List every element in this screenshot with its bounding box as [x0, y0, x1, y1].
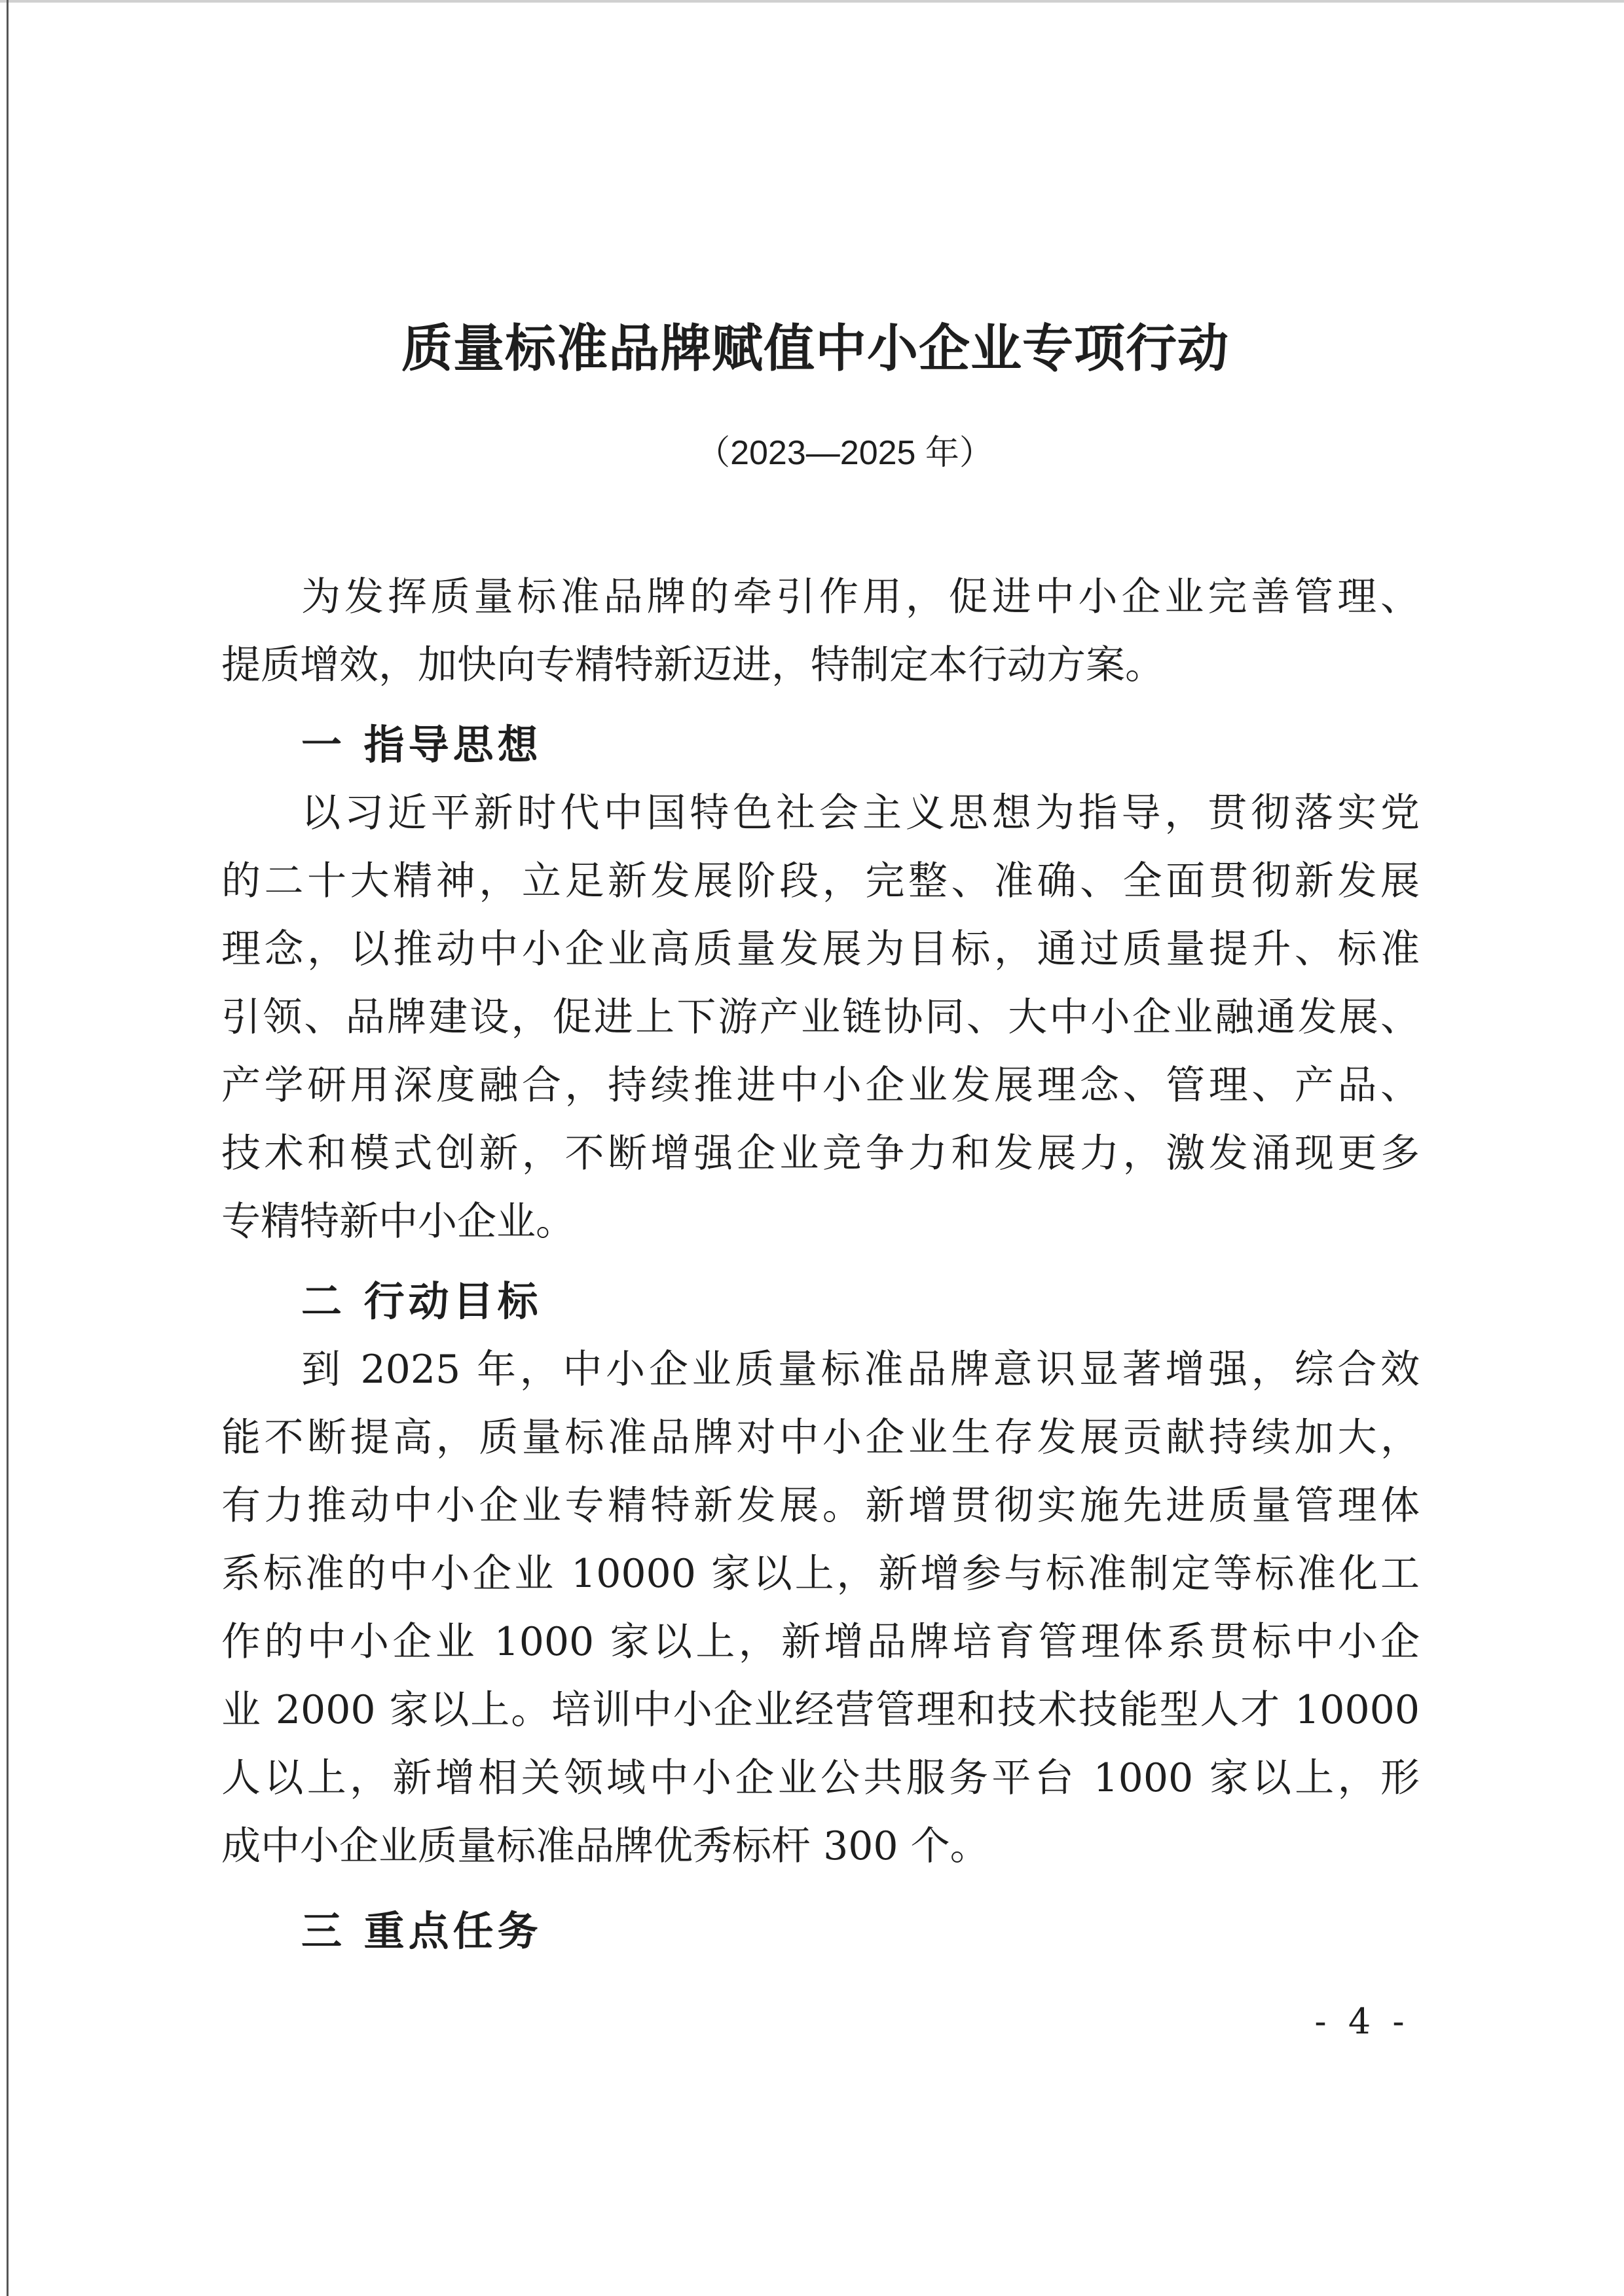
section2-line-5: 作的中小企业 1000 家以上，新增品牌培育管理体系贯标中小企 [221, 1619, 1420, 1665]
section2-line-8: 成中小企业质量标准品牌优秀标杆 300 个。 [221, 1823, 989, 1869]
document-subtitle: （2023—2025 年） [696, 434, 993, 472]
section1-line-6: 技术和模式创新，不断增强企业竞争力和发展力，激发涌现更多 [221, 1131, 1420, 1176]
section2-line-6: 业 2000 家以上。培训中小企业经营管理和技术技能型人才 10000 [221, 1687, 1420, 1733]
section2-line-7: 人以上，新增相关领域中小企业公共服务平台 1000 家以上，形 [221, 1755, 1420, 1801]
scan-left-edge [7, 0, 9, 2296]
section2-line-1: 到 2025 年，中小企业质量标准品牌意识显著增强，综合效 [301, 1347, 1420, 1393]
scan-top-edge [0, 0, 1624, 3]
intro-line-2: 提质增效，加快向专精特新迈进，特制定本行动方案。 [221, 642, 1164, 688]
section1-line-4: 引领、品牌建设，促进上下游产业链协同、大中小企业融通发展、 [221, 994, 1420, 1040]
section1-line-7: 专精特新中小企业。 [221, 1199, 575, 1245]
page-number: - 4 - [1314, 2001, 1410, 2042]
section1-line-3: 理念，以推动中小企业高质量发展为目标，通过质量提升、标准 [221, 926, 1420, 972]
section2-line-4: 系标准的中小企业 10000 家以上，新增参与标准制定等标准化工 [221, 1551, 1420, 1597]
section1-line-1: 以习近平新时代中国特色社会主义思想为指导，贯彻落实党 [301, 790, 1420, 836]
intro-line-1: 为发挥质量标准品牌的牵引作用，促进中小企业完善管理、 [301, 574, 1420, 620]
section2-line-2: 能不断提高，质量标准品牌对中小企业生存发展贡献持续加大， [221, 1415, 1420, 1461]
section-heading-action-goals: 二 行动目标 [301, 1277, 542, 1325]
document-title: 质量标准品牌赋值中小企业专项行动 [401, 319, 1229, 378]
section2-line-3: 有力推动中小企业专精特新发展。新增贯彻实施先进质量管理体 [221, 1483, 1420, 1529]
section-heading-guiding-ideology: 一 指导思想 [301, 721, 542, 769]
section1-line-5: 产学研用深度融合，持续推进中小企业发展理念、管理、产品、 [221, 1063, 1420, 1108]
section-heading-key-tasks: 三 重点任务 [301, 1907, 542, 1955]
section1-line-2: 的二十大精神，立足新发展阶段，完整、准确、全面贯彻新发展 [221, 858, 1420, 904]
